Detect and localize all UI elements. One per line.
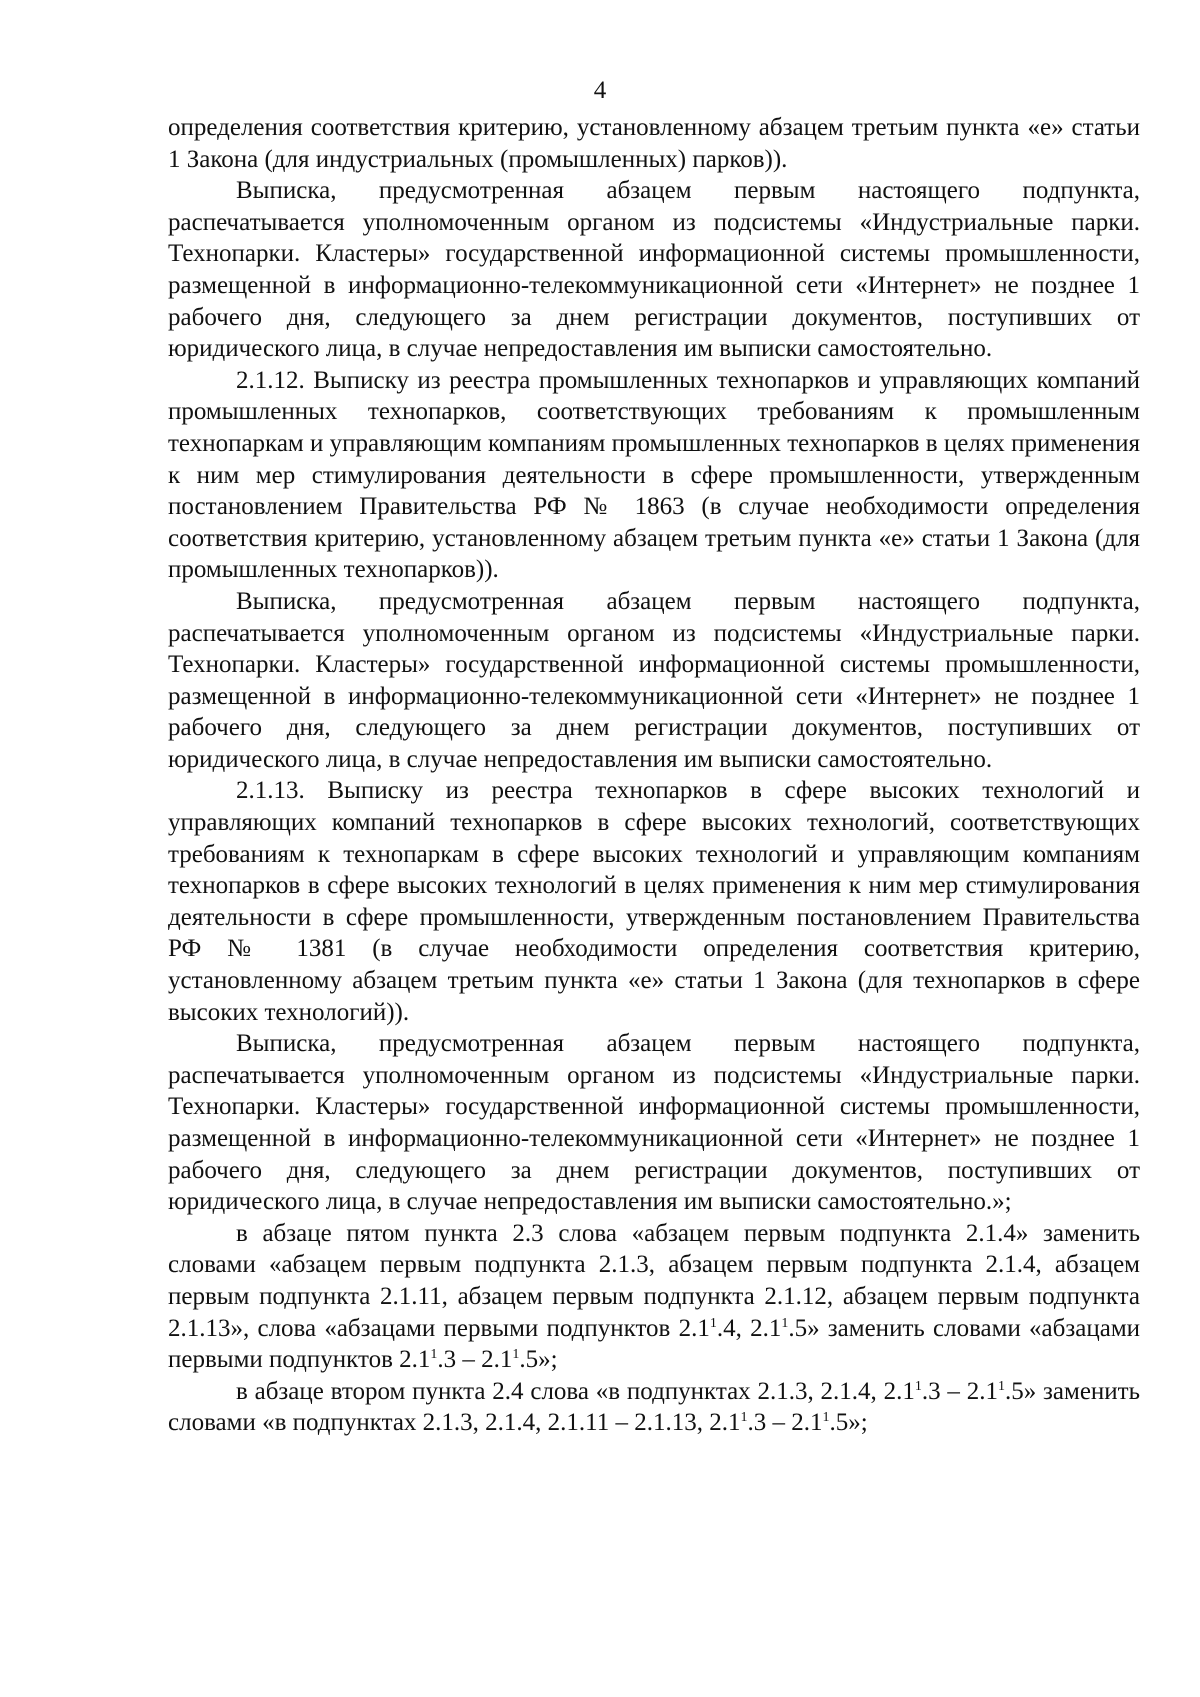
paragraph-continuation: определения соответствия критерию, установленному абзацем третьим пункта «е» статьи 1 Закона (для индустриальных (промышленных) парков)). <box>168 114 1140 173</box>
amendment-text: .3 – 2.1 <box>747 1409 823 1437</box>
paragraph-2-1-12: 2.1.12. Выписку из реестра промышленных технопарков и управляющих компаний промышленных технопарков, соответствующих требованиям к промышленным технопаркам и управляющим компаниям промышленных технопарков в целях применения к ним мер стимулирования деятельности в сфере промышленности, утвержденным постановлением Правительства РФ № 1863 (в случае необходимости определения соответствия критерию, установленному абзацем третьим пункта «е» статьи 1 Закона (для промышленных технопарков)). <box>168 366 1140 584</box>
amendment-text: .3 – 2.1 <box>437 1346 513 1374</box>
superscript: 1 <box>709 1315 717 1331</box>
paragraph-extract-note-2-1-12: Выписка, предусмотренная абзацем первым настоящего подпункта, распечатывается уполномоченным органом из подсистемы «Индустриальные парки. Технопарки. Кластеры» государственной информационной системы промышленности, размещенной в информационно-телекоммуникационной сети «Интернет» не позднее 1 рабочего дня, следующего за днем регистрации документов, поступивших от юридического лица, в случае непредоставления им выписки самостоятельно. <box>168 587 1140 773</box>
superscript: 1 <box>512 1347 520 1363</box>
amendment-text: .5» заменить словами «в подпунктах 2.1.3, 2.1.4, 2.1.11 – 2.1.13, 2.1 <box>168 1377 1140 1437</box>
page-number: 4 <box>593 77 607 104</box>
paragraph-amendment-2-4 <box>168 1376 1140 1439</box>
paragraph-extract-note-2-1-13: Выписка, предусмотренная абзацем первым настоящего подпункта, распечатывается уполномоченным органом из подсистемы «Индустриальные парки. Технопарки. Кластеры» государственной информационной системы промышленности, размещенной в информационно-телекоммуникационной сети «Интернет» не позднее 1 рабочего дня, следующего за днем регистрации документов, поступивших от юридического лица, в случае непредоставления им выписки самостоятельно.»; <box>168 1030 1140 1216</box>
amendment-text: .4, 2.1 <box>716 1314 782 1342</box>
amendment-text: .5»; <box>829 1409 868 1437</box>
superscript: 1 <box>430 1347 438 1363</box>
superscript: 1 <box>997 1378 1005 1394</box>
superscript: 1 <box>740 1410 748 1426</box>
amendment-text: в абзаце пятом пункта 2.3 слова «абзацем первым подпункта 2.1.4» заменить словами «абзацем первым подпункта 2.1.3, абзацем первым подпункта 2.1.4, абзацем первым подпункта 2.1.11, абзацем первым подпункта 2.1.12, абзацем первым подпункта 2.1.13», слова «абзацами первыми подпунктов 2.1 <box>168 1219 1140 1342</box>
document-body <box>168 112 1140 1439</box>
paragraph-2-1-13: 2.1.13. Выписку из реестра технопарков в сфере высоких технологий и управляющих компаний технопарков в сфере высоких технологий, соответствующих требованиям к технопаркам в сфере высоких технологий и управляющим компаниям технопарков в сфере высоких технологий в целях применения к ним мер стимулирования деятельности в сфере промышленности, утвержденным постановлением Правительства РФ № 1381 (в случае необходимости определения соответствия критерию, установленному абзацем третьим пункта «е» статьи 1 Закона (для технопарков в сфере высоких технологий)). <box>168 777 1140 1026</box>
superscript: 1 <box>781 1315 789 1331</box>
paragraph-amendment-2-3 <box>168 1218 1140 1376</box>
superscript: 1 <box>914 1378 922 1394</box>
paragraph-extract-note-2-1-11: Выписка, предусмотренная абзацем первым настоящего подпункта, распечатывается уполномоченным органом из подсистемы «Индустриальные парки. Технопарки. Кластеры» государственной информационной системы промышленности, размещенной в информационно-телекоммуникационной сети «Интернет» не позднее 1 рабочего дня, следующего за днем регистрации документов, поступивших от юридического лица, в случае непредоставления им выписки самостоятельно. <box>168 177 1140 363</box>
amendment-text: .3 – 2.1 <box>921 1377 998 1405</box>
amendment-text: в абзаце втором пункта 2.4 слова «в подпунктах 2.1.3, 2.1.4, 2.1 <box>236 1377 915 1405</box>
superscript: 1 <box>822 1410 830 1426</box>
amendment-text: .5» заменить словами «абзацами первыми подпунктов 2.1 <box>168 1314 1141 1374</box>
amendment-text: .5»; <box>519 1346 558 1374</box>
